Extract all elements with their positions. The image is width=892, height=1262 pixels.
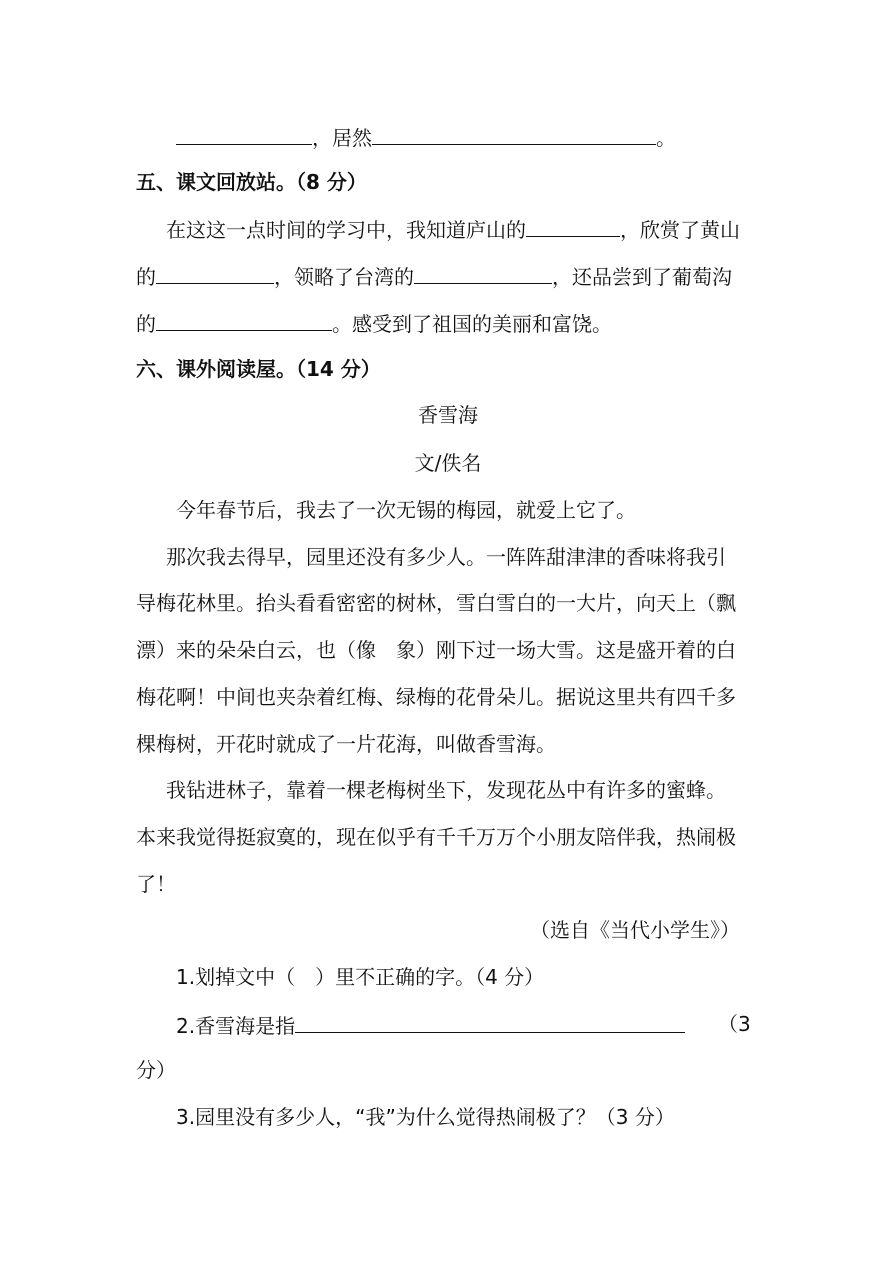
top-line-end: 。 <box>656 126 676 150</box>
question-2-text: 2.香雪海是指 <box>176 1014 296 1038</box>
section5-line2 <box>136 261 760 291</box>
section5-text: ，领略了台湾的 <box>274 265 414 289</box>
para2-line: 漂）来的朵朵白云，也（像 象）刚下过一场大雪。这是盛开着的白 <box>136 638 736 662</box>
answer-blank[interactable] <box>176 122 312 145</box>
para2-line: 棵梅树，开花时就成了一片花海，叫做香雪海。 <box>136 732 556 756</box>
section5-text: 的 <box>136 312 156 336</box>
section5-line3 <box>136 308 760 338</box>
question-3: 3.园里没有多少人，“我”为什么觉得热闹极了？（3 分） <box>176 1105 675 1129</box>
section5-text: 的 <box>136 265 156 289</box>
answer-blank-huangshan[interactable] <box>156 261 274 284</box>
para3-line: 了！ <box>136 872 176 896</box>
section5-text: ，欣赏了黄山 <box>620 218 740 242</box>
answer-blank-taiwan[interactable] <box>414 261 552 284</box>
question-1: 1.划掉文中（ ）里不正确的字。（4 分） <box>176 965 545 989</box>
para3-line: 本来我觉得挺寂寞的，现在似乎有千千万万个小朋友陪伴我，热闹极 <box>136 825 736 849</box>
question-2-points-cont: 分） <box>136 1058 176 1082</box>
question-2-points: （3 <box>718 1012 751 1036</box>
section5-text: 在这这一点时间的学习中，我知道庐山的 <box>166 218 526 242</box>
para2-line: 梅花啊！中间也夹杂着红梅、绿梅的花骨朵儿。据说这里共有四千多 <box>136 685 736 709</box>
section5-text: 。感受到了祖国的美丽和富饶。 <box>332 312 612 336</box>
passage-source: （选自《当代小学生》） <box>530 918 740 942</box>
section5-text: ，还品尝到了葡萄沟 <box>552 265 732 289</box>
answer-blank-lushan[interactable] <box>526 214 620 237</box>
section5-line1 <box>166 214 760 244</box>
passage-para1: 今年春节后，我去了一次无锡的梅园，就爱上它了。 <box>176 498 636 522</box>
section6-heading: 六、课外阅读屋。（14 分） <box>136 357 381 381</box>
para2-line: 那次我去得早，园里还没有多少人。一阵阵甜津津的香味将我引 <box>166 545 726 569</box>
para3-line: 我钻进林子，靠着一棵老梅树坐下，发现花丛中有许多的蜜蜂。 <box>166 778 726 802</box>
passage-author: 文/佚名 <box>414 451 482 475</box>
passage-title: 香雪海 <box>418 403 478 427</box>
top-fill-line <box>176 122 736 152</box>
para2-line: 导梅花林里。抬头看看密密的树林，雪白雪白的一大片，向天上（飘 <box>136 591 736 615</box>
answer-blank-putaogou[interactable] <box>156 308 332 331</box>
answer-blank-q2[interactable] <box>295 1010 685 1033</box>
top-line-mid: ，居然 <box>312 126 372 150</box>
section5-heading: 五、课文回放站。（8 分） <box>136 170 367 194</box>
question-2 <box>176 1010 760 1040</box>
answer-blank[interactable] <box>372 122 656 145</box>
